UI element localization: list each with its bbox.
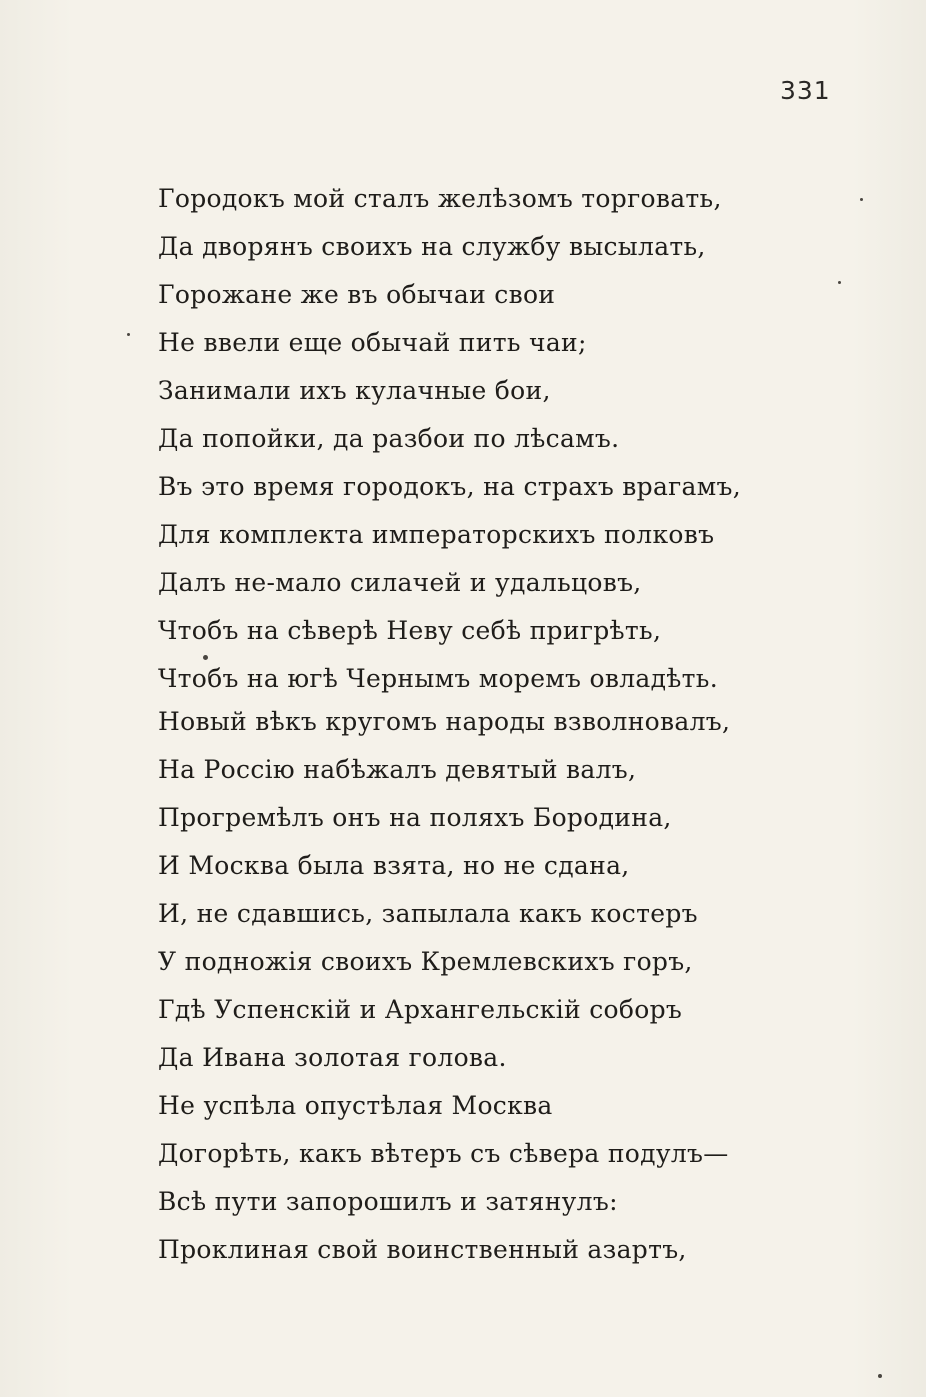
poem-line: На Россію набѣжалъ девятый валъ, — [158, 755, 637, 784]
poem-line: Проклиная свой воинственный азартъ, — [158, 1235, 687, 1264]
poem-line: Горожане же въ обычаи свои — [158, 280, 556, 309]
poem-line: Занимали ихъ кулачные бои, — [158, 376, 551, 405]
poem-line: Не ввели еще обычай пить чаи; — [158, 328, 587, 357]
poem-line: У подножія своихъ Кремлевскихъ горъ, — [158, 947, 693, 976]
poem-line: Да Ивана золотая голова. — [158, 1043, 507, 1072]
ink-speck — [838, 281, 841, 284]
poem-line: Да попойки, да разбои по лѣсамъ. — [158, 424, 620, 453]
poem-line: И, не сдавшись, запылала какъ костеръ — [158, 899, 698, 928]
ink-speck — [203, 655, 208, 660]
ink-speck — [127, 333, 130, 336]
poem-line: Для комплекта императорскихъ полковъ — [158, 520, 715, 549]
poem-line: Всѣ пути запорошилъ и затянулъ: — [158, 1187, 618, 1216]
poem-line: Городокъ мой сталъ желѣзомъ торговать, — [158, 184, 722, 213]
poem-line: Новый вѣкъ кругомъ народы взволновалъ, — [158, 707, 731, 736]
poem-line: Прогремѣлъ онъ на поляхъ Бородина, — [158, 803, 672, 832]
poem-line: Чтобъ на сѣверѣ Неву себѣ пригрѣть, — [158, 616, 662, 645]
ink-speck — [860, 198, 863, 201]
page-number: 331 — [780, 76, 831, 105]
poem-line: Гдѣ Успенскій и Архангельскій соборъ — [158, 995, 683, 1024]
poem-line: Догорѣть, какъ вѣтеръ съ сѣвера подулъ— — [158, 1139, 729, 1168]
poem-line: И Москва была взята, но не сдана, — [158, 851, 630, 880]
stanza-2 — [158, 703, 730, 1279]
poem-line: Въ это время городокъ, на страхъ врагамъ, — [158, 472, 741, 501]
poem-line: Не успѣла опустѣлая Москва — [158, 1091, 553, 1120]
ink-speck — [878, 1374, 882, 1378]
poem-line: Далъ не-мало силачей и удальцовъ, — [158, 568, 642, 597]
stanza-1 — [158, 180, 741, 708]
poem-line: Чтобъ на югѣ Чернымъ моремъ овладѣть. — [158, 664, 718, 693]
poem-line: Да дворянъ своихъ на службу высылать, — [158, 232, 706, 261]
